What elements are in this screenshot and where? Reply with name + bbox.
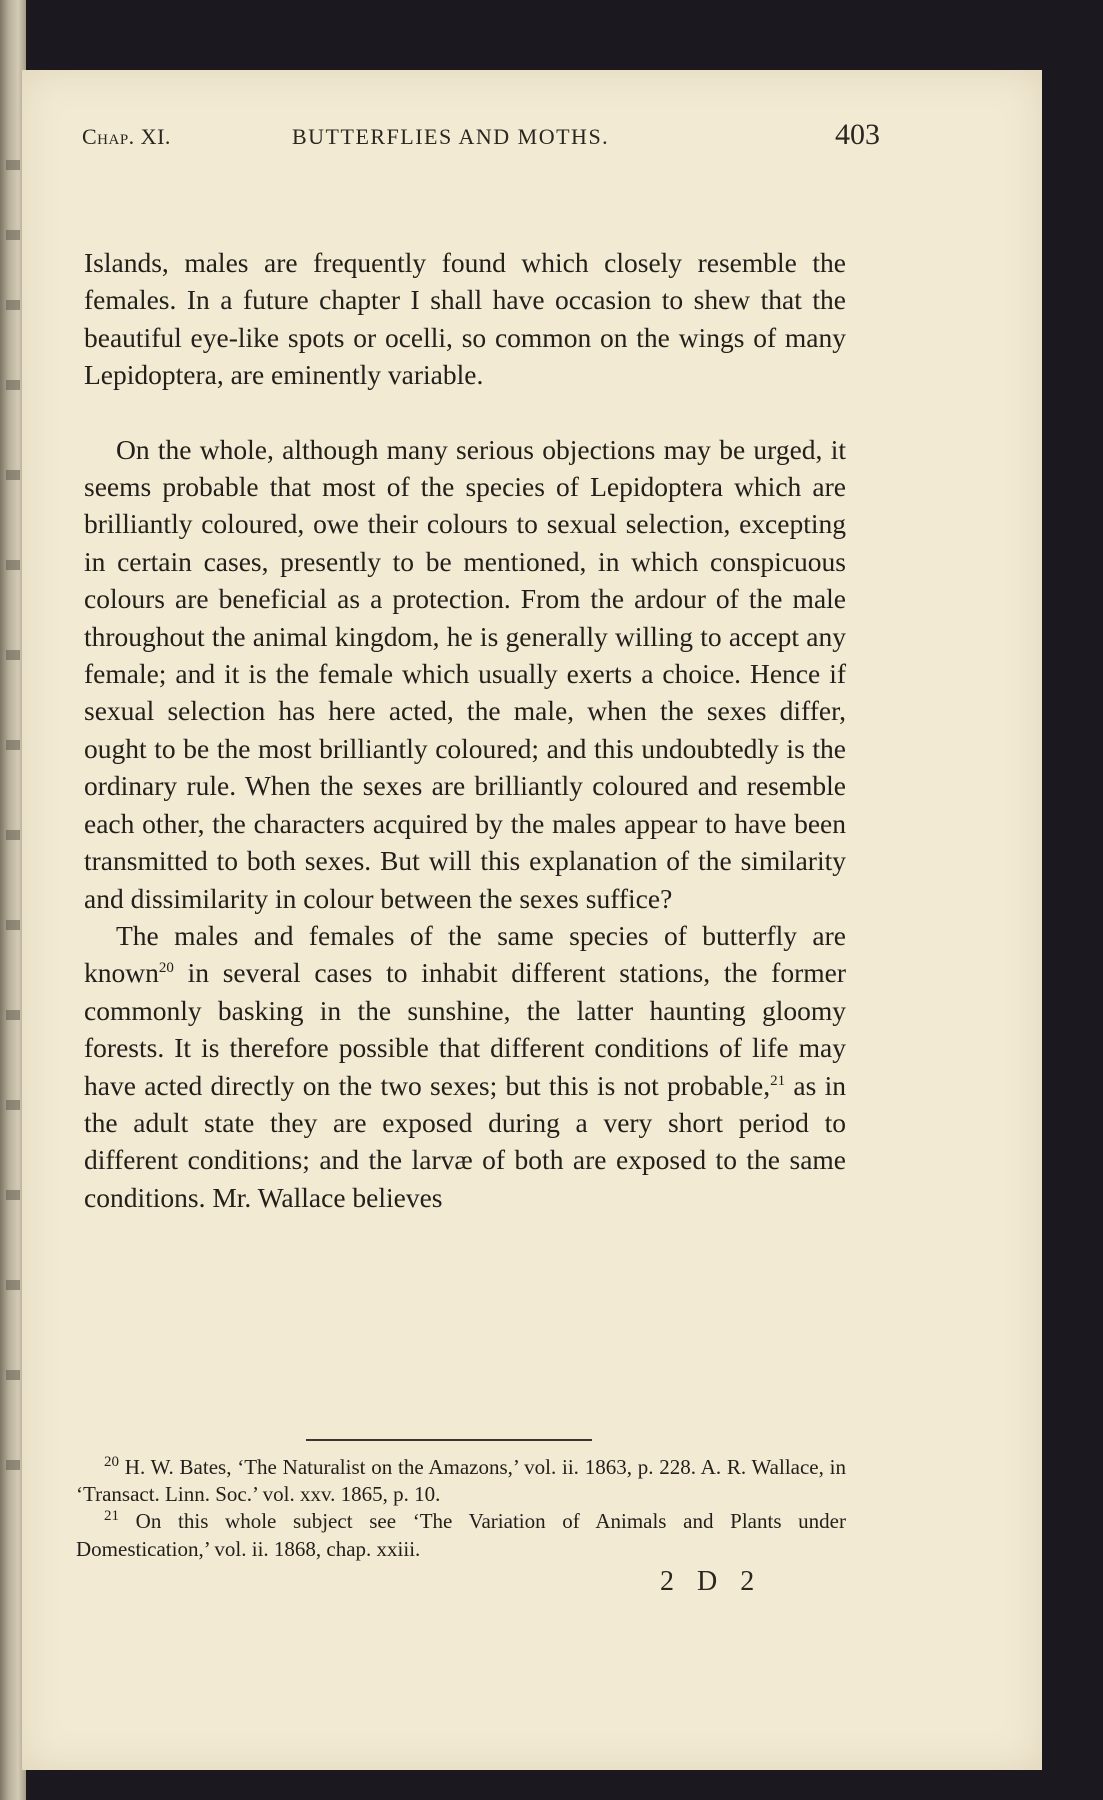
footnote-ref-20[interactable]: 20 (158, 960, 174, 977)
footnote-ref-21[interactable]: 21 (770, 1072, 786, 1089)
footnote-number: 20 (104, 1454, 119, 1470)
footnote-number: 21 (104, 1508, 119, 1525)
footnote-text: On this whole subject see ‘The Variation of Animals and Plants under Domestication,’ vol. ii. 1868, chap. xxiii. (76, 1509, 846, 1561)
page-number: 403 (835, 118, 880, 151)
paragraph-2: On the whole, although many serious objections may be urged, it seems probable that most of the species of Lepidoptera which are brilliantly coloured, owe their colours to sexual selection, excepting in certain cases, presently to be mentioned, in which conspicuous colours are beneficial as a protection. From the ardour of the male throughout the animal kingdom, he is generally willing to accept any female; and it is the female which usually exerts a choice. Hence if sexual selection has here acted, the male, when the sexes differ, ought to be the most brilliantly coloured; and this undoubtedly is the ordinary rule. When the sexes are brilliantly coloured and resemble each other, the characters acquired by the males appear to have been transmitted to both sexes. But will this explanation of the similarity and dissimilarity in colour between the sexes suffice? (84, 433, 846, 914)
paragraph-3-part-a: The males and females of the same species of butterfly are known (84, 919, 846, 989)
footnote-text: H. W. Bates, ‘The Naturalist on the Amazons,’ vol. ii. 1863, p. 228. A. R. Wallace, in ‘Transact. Linn. Soc.’ vol. xxv. 1865, p. 10. (76, 1455, 846, 1507)
footnote-divider (306, 1439, 592, 1441)
footnotes (76, 1454, 846, 1563)
footnote (76, 1454, 846, 1508)
chapter-label: Chap. XI. (82, 124, 171, 149)
footnote (76, 1508, 846, 1562)
running-header (60, 114, 1000, 164)
body-text (84, 244, 846, 1216)
paragraph-3-part-b: in several cases to inhabit different stations, the former commonly basking in the sunshine, the latter haunting gloomy forests. It is therefore possible that different conditions of life may have acted directly on the two sexes; but this is not probable, (84, 957, 846, 1101)
paragraph-3-part-c: as in the adult state they are exposed during a very short period to different conditions; and the larvæ of both are exposed to the same conditions. Mr. Wallace believes (84, 1069, 846, 1213)
paragraph-1: Islands, males are frequently found which closely resemble the females. In a future chapter I shall have occasion to shew that the beautiful eye-like spots or ocelli, so common on the wings of many Lepidoptera, are eminently variable. (84, 247, 846, 391)
running-title: BUTTERFLIES AND MOTHS. (292, 124, 610, 149)
signature-mark: 2 D 2 (660, 1566, 763, 1597)
paragraph-3 (84, 917, 846, 1216)
